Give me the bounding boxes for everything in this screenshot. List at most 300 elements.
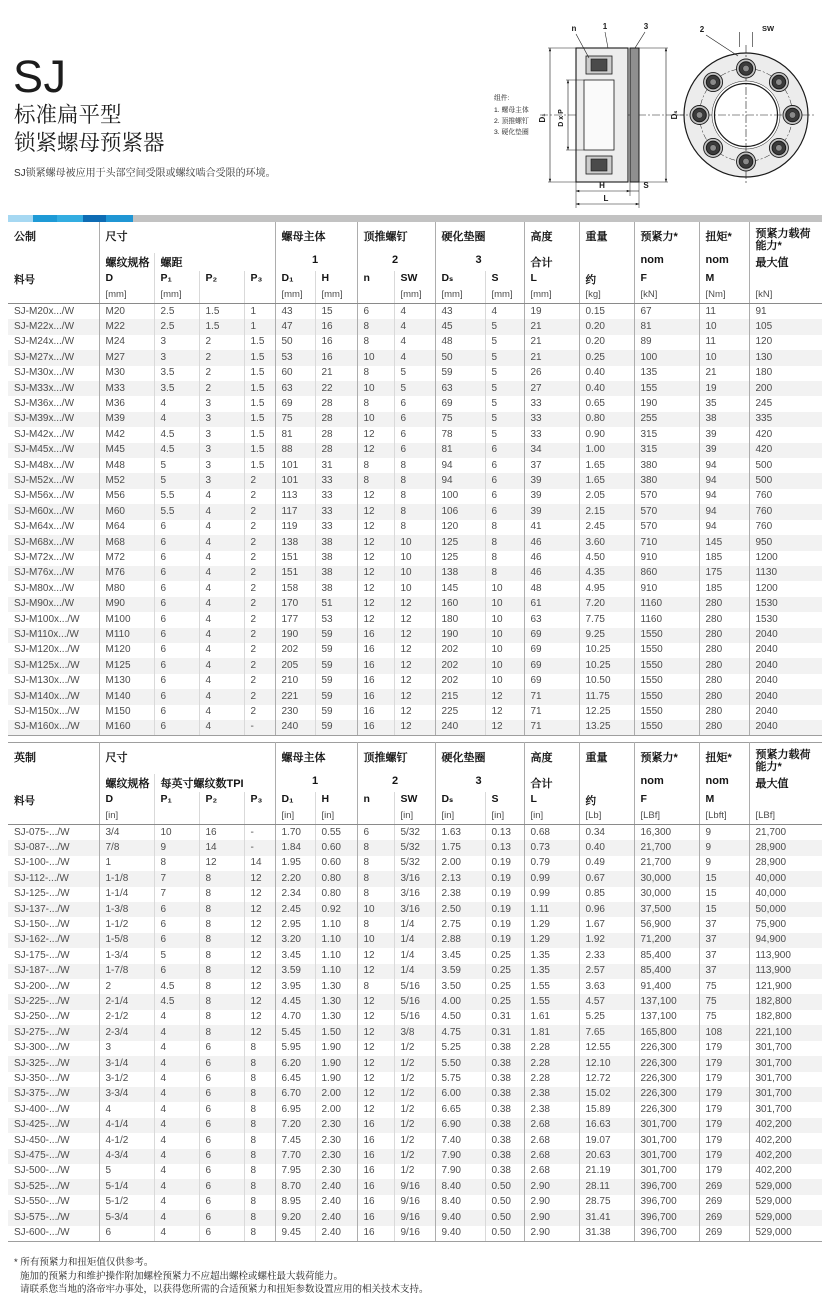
table-row (8, 1179, 822, 1194)
part-number-cell: SJ-300-.../W (14, 1042, 70, 1054)
value-cell: 5.75 (435, 1072, 485, 1087)
value-cell: 28 (315, 443, 357, 458)
value-cell: 4 (199, 720, 244, 736)
table-row (8, 825, 822, 841)
sub-thread-spec: 螺纹规格 (99, 774, 154, 792)
value-cell: 135 (634, 366, 699, 381)
value-cell: M68 (99, 535, 154, 550)
unit-h: [mm] (315, 288, 357, 304)
value-cell: M48 (99, 458, 154, 473)
unit-ds: [mm] (435, 288, 485, 304)
value-cell: 12 (244, 902, 275, 917)
table-row (8, 458, 822, 473)
table-row (8, 427, 822, 442)
part-number-cell: SJ-M80x.../W (14, 582, 75, 594)
value-cell: 10 (394, 535, 435, 550)
sub-group-2: 2 (357, 253, 435, 271)
value-cell: 8.95 (275, 1195, 315, 1210)
value-cell: 2 (244, 520, 275, 535)
value-cell: 8.40 (435, 1195, 485, 1210)
value-cell: 38 (315, 566, 357, 581)
part-number-cell: SJ-M52x.../W (14, 474, 75, 486)
value-cell: 59 (315, 705, 357, 720)
value-cell: 280 (699, 628, 749, 643)
value-cell: 1.10 (315, 964, 357, 979)
value-cell: 94 (699, 489, 749, 504)
sub-max: 最大值 (749, 774, 822, 792)
table-row (8, 612, 822, 627)
unit-m: [Nm] (699, 288, 749, 304)
part-number-cell: SJ-225-.../W (14, 995, 70, 1007)
part-number-cell: SJ-450-.../W (14, 1134, 70, 1146)
group-capacity: 预紧力载荷能力* (749, 222, 822, 253)
value-cell: 6 (394, 412, 435, 427)
value-cell: 2.30 (315, 1164, 357, 1179)
value-cell: 570 (634, 489, 699, 504)
value-cell: 0.60 (315, 840, 357, 855)
group-jack-screws: 顶推螺钉 (357, 743, 435, 775)
value-cell: 2040 (749, 674, 822, 689)
col-f: F (634, 271, 699, 288)
value-cell: 16.63 (579, 1118, 634, 1133)
sub-tpi: 每英寸螺纹数TPI (154, 774, 275, 792)
value-cell: 396,700 (634, 1226, 699, 1242)
value-cell: 3/4 (99, 825, 154, 841)
value-cell: 12 (357, 964, 394, 979)
value-cell: 12 (394, 689, 435, 704)
value-cell: M45 (99, 443, 154, 458)
value-cell: 30,000 (634, 871, 699, 886)
value-cell: 1.29 (524, 933, 579, 948)
value-cell: 12 (244, 994, 275, 1009)
metric-table-body (8, 304, 822, 736)
col-p3: P₃ (244, 792, 275, 809)
value-cell: M150 (99, 705, 154, 720)
table-row (8, 1025, 822, 1040)
value-cell: 860 (634, 566, 699, 581)
value-cell: 8 (244, 1041, 275, 1056)
value-cell: 16 (357, 658, 394, 673)
value-cell: 301,700 (749, 1102, 822, 1117)
value-cell: 6 (154, 612, 199, 627)
value-cell: 2 (244, 612, 275, 627)
value-cell: 3.59 (275, 964, 315, 979)
value-cell: 4 (154, 1149, 199, 1164)
value-cell: 12.10 (579, 1056, 634, 1071)
value-cell: 269 (699, 1195, 749, 1210)
value-cell: 4 (154, 1164, 199, 1179)
value-cell: 3/16 (394, 871, 435, 886)
value-cell: 2.38 (435, 887, 485, 902)
table-row (8, 871, 822, 886)
value-cell: 2.33 (579, 948, 634, 963)
value-cell: M52 (99, 473, 154, 488)
colorbar (8, 215, 822, 222)
value-cell: 269 (699, 1226, 749, 1242)
value-cell: 1/4 (394, 917, 435, 932)
col-d1: D₁ (275, 792, 315, 809)
value-cell: 1/2 (394, 1056, 435, 1071)
value-cell: 145 (699, 535, 749, 550)
value-cell: 380 (634, 473, 699, 488)
value-cell: 4.50 (579, 551, 634, 566)
front-view (676, 32, 816, 185)
value-cell: 315 (634, 443, 699, 458)
value-cell: 1/2 (394, 1087, 435, 1102)
value-cell: 50 (275, 335, 315, 350)
value-cell: 179 (699, 1149, 749, 1164)
table-row (8, 319, 822, 334)
value-cell: 1.65 (579, 473, 634, 488)
value-cell: 9 (699, 825, 749, 841)
value-cell: 94 (435, 458, 485, 473)
value-cell: 0.34 (579, 825, 634, 841)
value-cell: 5 (394, 366, 435, 381)
value-cell: 3.95 (275, 979, 315, 994)
value-cell: 1.00 (579, 443, 634, 458)
metric-section (0, 222, 830, 736)
col-d: D (99, 271, 154, 288)
value-cell: 2 (199, 350, 244, 365)
value-cell: 185 (699, 551, 749, 566)
value-cell: 48 (435, 335, 485, 350)
value-cell: 38 (315, 551, 357, 566)
value-cell: 8 (199, 979, 244, 994)
value-cell: 12 (485, 720, 524, 736)
value-cell: 4 (199, 535, 244, 550)
value-cell: 3.20 (275, 933, 315, 948)
value-cell: 226,300 (634, 1102, 699, 1117)
table-row (8, 581, 822, 596)
value-cell: 4 (154, 1133, 199, 1148)
value-cell: 37 (699, 917, 749, 932)
page-description: SJ锁紧螺母被应用于头部空间受限或螺纹啮合受限的环境。 (14, 168, 276, 179)
table-row (8, 566, 822, 581)
value-cell: 4 (199, 612, 244, 627)
value-cell: 8 (199, 994, 244, 1009)
value-cell: 185 (699, 581, 749, 596)
value-cell: 7.65 (579, 1025, 634, 1040)
value-cell: 5.25 (435, 1041, 485, 1056)
value-cell: 2.40 (315, 1179, 357, 1194)
value-cell: 91 (749, 304, 822, 320)
value-cell: 67 (634, 304, 699, 320)
value-cell: 12 (394, 612, 435, 627)
value-cell: 15.02 (579, 1087, 634, 1102)
part-number-cell: SJ-575-.../W (14, 1211, 70, 1223)
value-cell: 9 (154, 840, 199, 855)
value-cell: 420 (749, 443, 822, 458)
value-cell: 3 (99, 1041, 154, 1056)
value-cell: 16 (357, 720, 394, 736)
value-cell: 4.00 (435, 994, 485, 1009)
value-cell: - (244, 720, 275, 736)
col-s: S (485, 271, 524, 288)
value-cell: 75 (699, 979, 749, 994)
value-cell: 420 (749, 427, 822, 442)
value-cell: 46 (524, 566, 579, 581)
value-cell: 39 (524, 473, 579, 488)
value-cell: 280 (699, 658, 749, 673)
value-cell: 4 (199, 489, 244, 504)
value-cell: 179 (699, 1087, 749, 1102)
value-cell: 226,300 (634, 1056, 699, 1071)
value-cell: 85,400 (634, 964, 699, 979)
value-cell: 1.5 (244, 412, 275, 427)
sub-nom-m: nom (699, 253, 749, 271)
value-cell: 6.90 (435, 1118, 485, 1133)
col-n: n (357, 271, 394, 288)
value-cell: 59 (315, 628, 357, 643)
value-cell: 2.45 (275, 902, 315, 917)
table-row (8, 1226, 822, 1242)
value-cell: 6 (199, 1087, 244, 1102)
value-cell: 48 (524, 581, 579, 596)
part-number-cell: SJ-075-.../W (14, 826, 70, 838)
value-cell: 16 (357, 1149, 394, 1164)
value-cell: 6 (485, 458, 524, 473)
value-cell: 6 (154, 520, 199, 535)
value-cell: 0.38 (485, 1072, 524, 1087)
unit-sw: [in] (394, 809, 435, 825)
subtitle-line-1: 标准扁平型 (14, 103, 122, 127)
part-number-cell: SJ-400-.../W (14, 1103, 70, 1115)
value-cell: 12 (357, 535, 394, 550)
value-cell: 16,300 (634, 825, 699, 841)
value-cell: M100 (99, 612, 154, 627)
table-row (8, 705, 822, 720)
group-preload: 预紧力* (634, 222, 699, 253)
value-cell: 89 (634, 335, 699, 350)
value-cell: M30 (99, 366, 154, 381)
value-cell: 16 (357, 628, 394, 643)
part-number-cell: SJ-550-.../W (14, 1196, 70, 1208)
value-cell: 221,100 (749, 1025, 822, 1040)
value-cell: 33 (315, 520, 357, 535)
value-cell: 12 (357, 427, 394, 442)
value-cell: M72 (99, 551, 154, 566)
value-cell: 1.10 (315, 917, 357, 932)
value-cell: 40,000 (749, 887, 822, 902)
value-cell: 5 (485, 350, 524, 365)
value-cell: 0.99 (524, 887, 579, 902)
value-cell: 1.5 (244, 427, 275, 442)
value-cell: 4 (199, 705, 244, 720)
part-number-cell: SJ-M68x.../W (14, 536, 75, 548)
value-cell: 6 (154, 628, 199, 643)
value-cell: 5-1/4 (99, 1179, 154, 1194)
value-cell: 16 (357, 1118, 394, 1133)
value-cell: 12 (357, 612, 394, 627)
leader-2 (706, 35, 738, 56)
table-row (8, 1210, 822, 1225)
value-cell: 3.63 (579, 979, 634, 994)
part-number-cell: SJ-425-.../W (14, 1119, 70, 1131)
value-cell: 21 (524, 335, 579, 350)
leader-3 (635, 32, 645, 48)
value-cell: 1.55 (524, 979, 579, 994)
dim-label-l: L (603, 194, 609, 203)
value-cell: 53 (315, 612, 357, 627)
value-cell: 0.38 (485, 1133, 524, 1148)
value-cell: 46 (524, 535, 579, 550)
value-cell: 1/2 (394, 1133, 435, 1148)
part-number-cell: SJ-M72x.../W (14, 552, 75, 563)
value-cell: 179 (699, 1118, 749, 1133)
value-cell: 4 (154, 1056, 199, 1071)
value-cell: 12 (244, 1010, 275, 1025)
value-cell: 28.11 (579, 1179, 634, 1194)
value-cell: 3/8 (394, 1025, 435, 1040)
part-number-cell: SJ-M27x.../W (14, 351, 75, 363)
value-cell: 35 (699, 396, 749, 411)
unit-h: [in] (315, 809, 357, 825)
value-cell: 12.25 (579, 705, 634, 720)
value-cell: 4 (199, 628, 244, 643)
value-cell: 71 (524, 720, 579, 736)
part-number-cell: SJ-137-.../W (14, 903, 70, 915)
value-cell: 402,200 (749, 1133, 822, 1148)
value-cell: 4 (154, 1210, 199, 1225)
value-cell: 7 (154, 871, 199, 886)
value-cell: M33 (99, 381, 154, 396)
value-cell: 1.30 (315, 994, 357, 1009)
value-cell: 59 (315, 689, 357, 704)
value-cell: 94 (699, 458, 749, 473)
value-cell: 1.5 (244, 335, 275, 350)
value-cell: 69 (524, 658, 579, 673)
value-cell: 0.13 (485, 840, 524, 855)
value-cell: 10 (485, 674, 524, 689)
value-cell: M24 (99, 335, 154, 350)
value-cell: 9/16 (394, 1195, 435, 1210)
value-cell: M60 (99, 504, 154, 519)
value-cell: 0.38 (485, 1118, 524, 1133)
value-cell: 75 (275, 412, 315, 427)
value-cell: 2040 (749, 628, 822, 643)
value-cell: 4 (154, 1118, 199, 1133)
value-cell: 6 (394, 427, 435, 442)
part-number-cell: SJ-525-.../W (14, 1180, 70, 1192)
value-cell: 1-3/8 (99, 902, 154, 917)
value-cell: 2.20 (275, 871, 315, 886)
value-cell: 6 (199, 1226, 244, 1242)
value-cell: 2 (244, 535, 275, 550)
value-cell: 0.25 (485, 948, 524, 963)
value-cell: 1130 (749, 566, 822, 581)
value-cell: 0.80 (315, 887, 357, 902)
value-cell: 1530 (749, 597, 822, 612)
value-cell: 8 (244, 1210, 275, 1225)
sub-total: 合计 (524, 774, 579, 792)
value-cell: 30,000 (634, 887, 699, 902)
part-number-cell: SJ-M36x.../W (14, 397, 75, 409)
value-cell: M160 (99, 720, 154, 736)
value-cell: 16 (357, 1179, 394, 1194)
value-cell: 0.73 (524, 840, 579, 855)
value-cell: 1.75 (435, 840, 485, 855)
value-cell: 2.00 (315, 1087, 357, 1102)
value-cell: 8 (244, 1179, 275, 1194)
value-cell: 4-1/2 (99, 1133, 154, 1148)
value-cell: 255 (634, 412, 699, 427)
label-3: 3 (643, 22, 649, 31)
value-cell: 4 (199, 566, 244, 581)
value-cell: 6 (485, 473, 524, 488)
value-cell: 16 (357, 1226, 394, 1242)
value-cell: 0.60 (315, 856, 357, 871)
value-cell: 12 (357, 566, 394, 581)
value-cell: 3.5 (154, 381, 199, 396)
unit-d1: [mm] (275, 288, 315, 304)
value-cell: 6 (199, 1133, 244, 1148)
value-cell: 910 (634, 581, 699, 596)
value-cell: 2.30 (315, 1133, 357, 1148)
value-cell: 0.19 (485, 917, 524, 932)
value-cell: 4 (199, 674, 244, 689)
value-cell: 1530 (749, 612, 822, 627)
value-cell: 230 (275, 705, 315, 720)
value-cell: 4-1/4 (99, 1118, 154, 1133)
value-cell: 1.5 (244, 443, 275, 458)
value-cell: 0.50 (485, 1210, 524, 1225)
value-cell: 4.70 (275, 1010, 315, 1025)
value-cell: 158 (275, 581, 315, 596)
table-row (8, 1010, 822, 1025)
col-m: M (699, 271, 749, 288)
value-cell: M140 (99, 689, 154, 704)
value-cell: 4 (394, 350, 435, 365)
value-cell: 202 (435, 658, 485, 673)
sub-group-2: 2 (357, 774, 435, 792)
value-cell: 240 (435, 720, 485, 736)
part-number-cell: SJ-375-.../W (14, 1088, 70, 1100)
value-cell: 1550 (634, 689, 699, 704)
value-cell: 4 (394, 319, 435, 334)
table-row (8, 1072, 822, 1087)
value-cell: 3 (199, 473, 244, 488)
value-cell: 6 (154, 689, 199, 704)
value-cell: 51 (315, 597, 357, 612)
value-cell: 1550 (634, 658, 699, 673)
value-cell: 2.28 (524, 1041, 579, 1056)
value-cell: 12 (244, 1025, 275, 1040)
page-subtitle (14, 101, 165, 157)
value-cell: 1550 (634, 720, 699, 736)
value-cell: 301,700 (634, 1118, 699, 1133)
value-cell: 5.50 (435, 1056, 485, 1071)
value-cell: 500 (749, 458, 822, 473)
value-cell: 2 (244, 504, 275, 519)
value-cell: M39 (99, 412, 154, 427)
value-cell: 0.25 (485, 979, 524, 994)
group-size: 尺寸 (99, 743, 275, 775)
part-number-cell: SJ-100-.../W (14, 857, 70, 869)
value-cell: 91,400 (634, 979, 699, 994)
value-cell: 1/2 (394, 1072, 435, 1087)
value-cell: 81 (275, 427, 315, 442)
value-cell: 202 (435, 643, 485, 658)
sub-group-1: 1 (275, 253, 357, 271)
value-cell: 2.00 (435, 856, 485, 871)
table-row (8, 856, 822, 871)
legend-item-jack-screw: 2. 顶推螺钉 (494, 118, 529, 125)
value-cell: 6 (154, 597, 199, 612)
value-cell: 4 (199, 689, 244, 704)
value-cell: 1 (244, 304, 275, 320)
value-cell: 39 (699, 443, 749, 458)
value-cell: 37 (699, 964, 749, 979)
